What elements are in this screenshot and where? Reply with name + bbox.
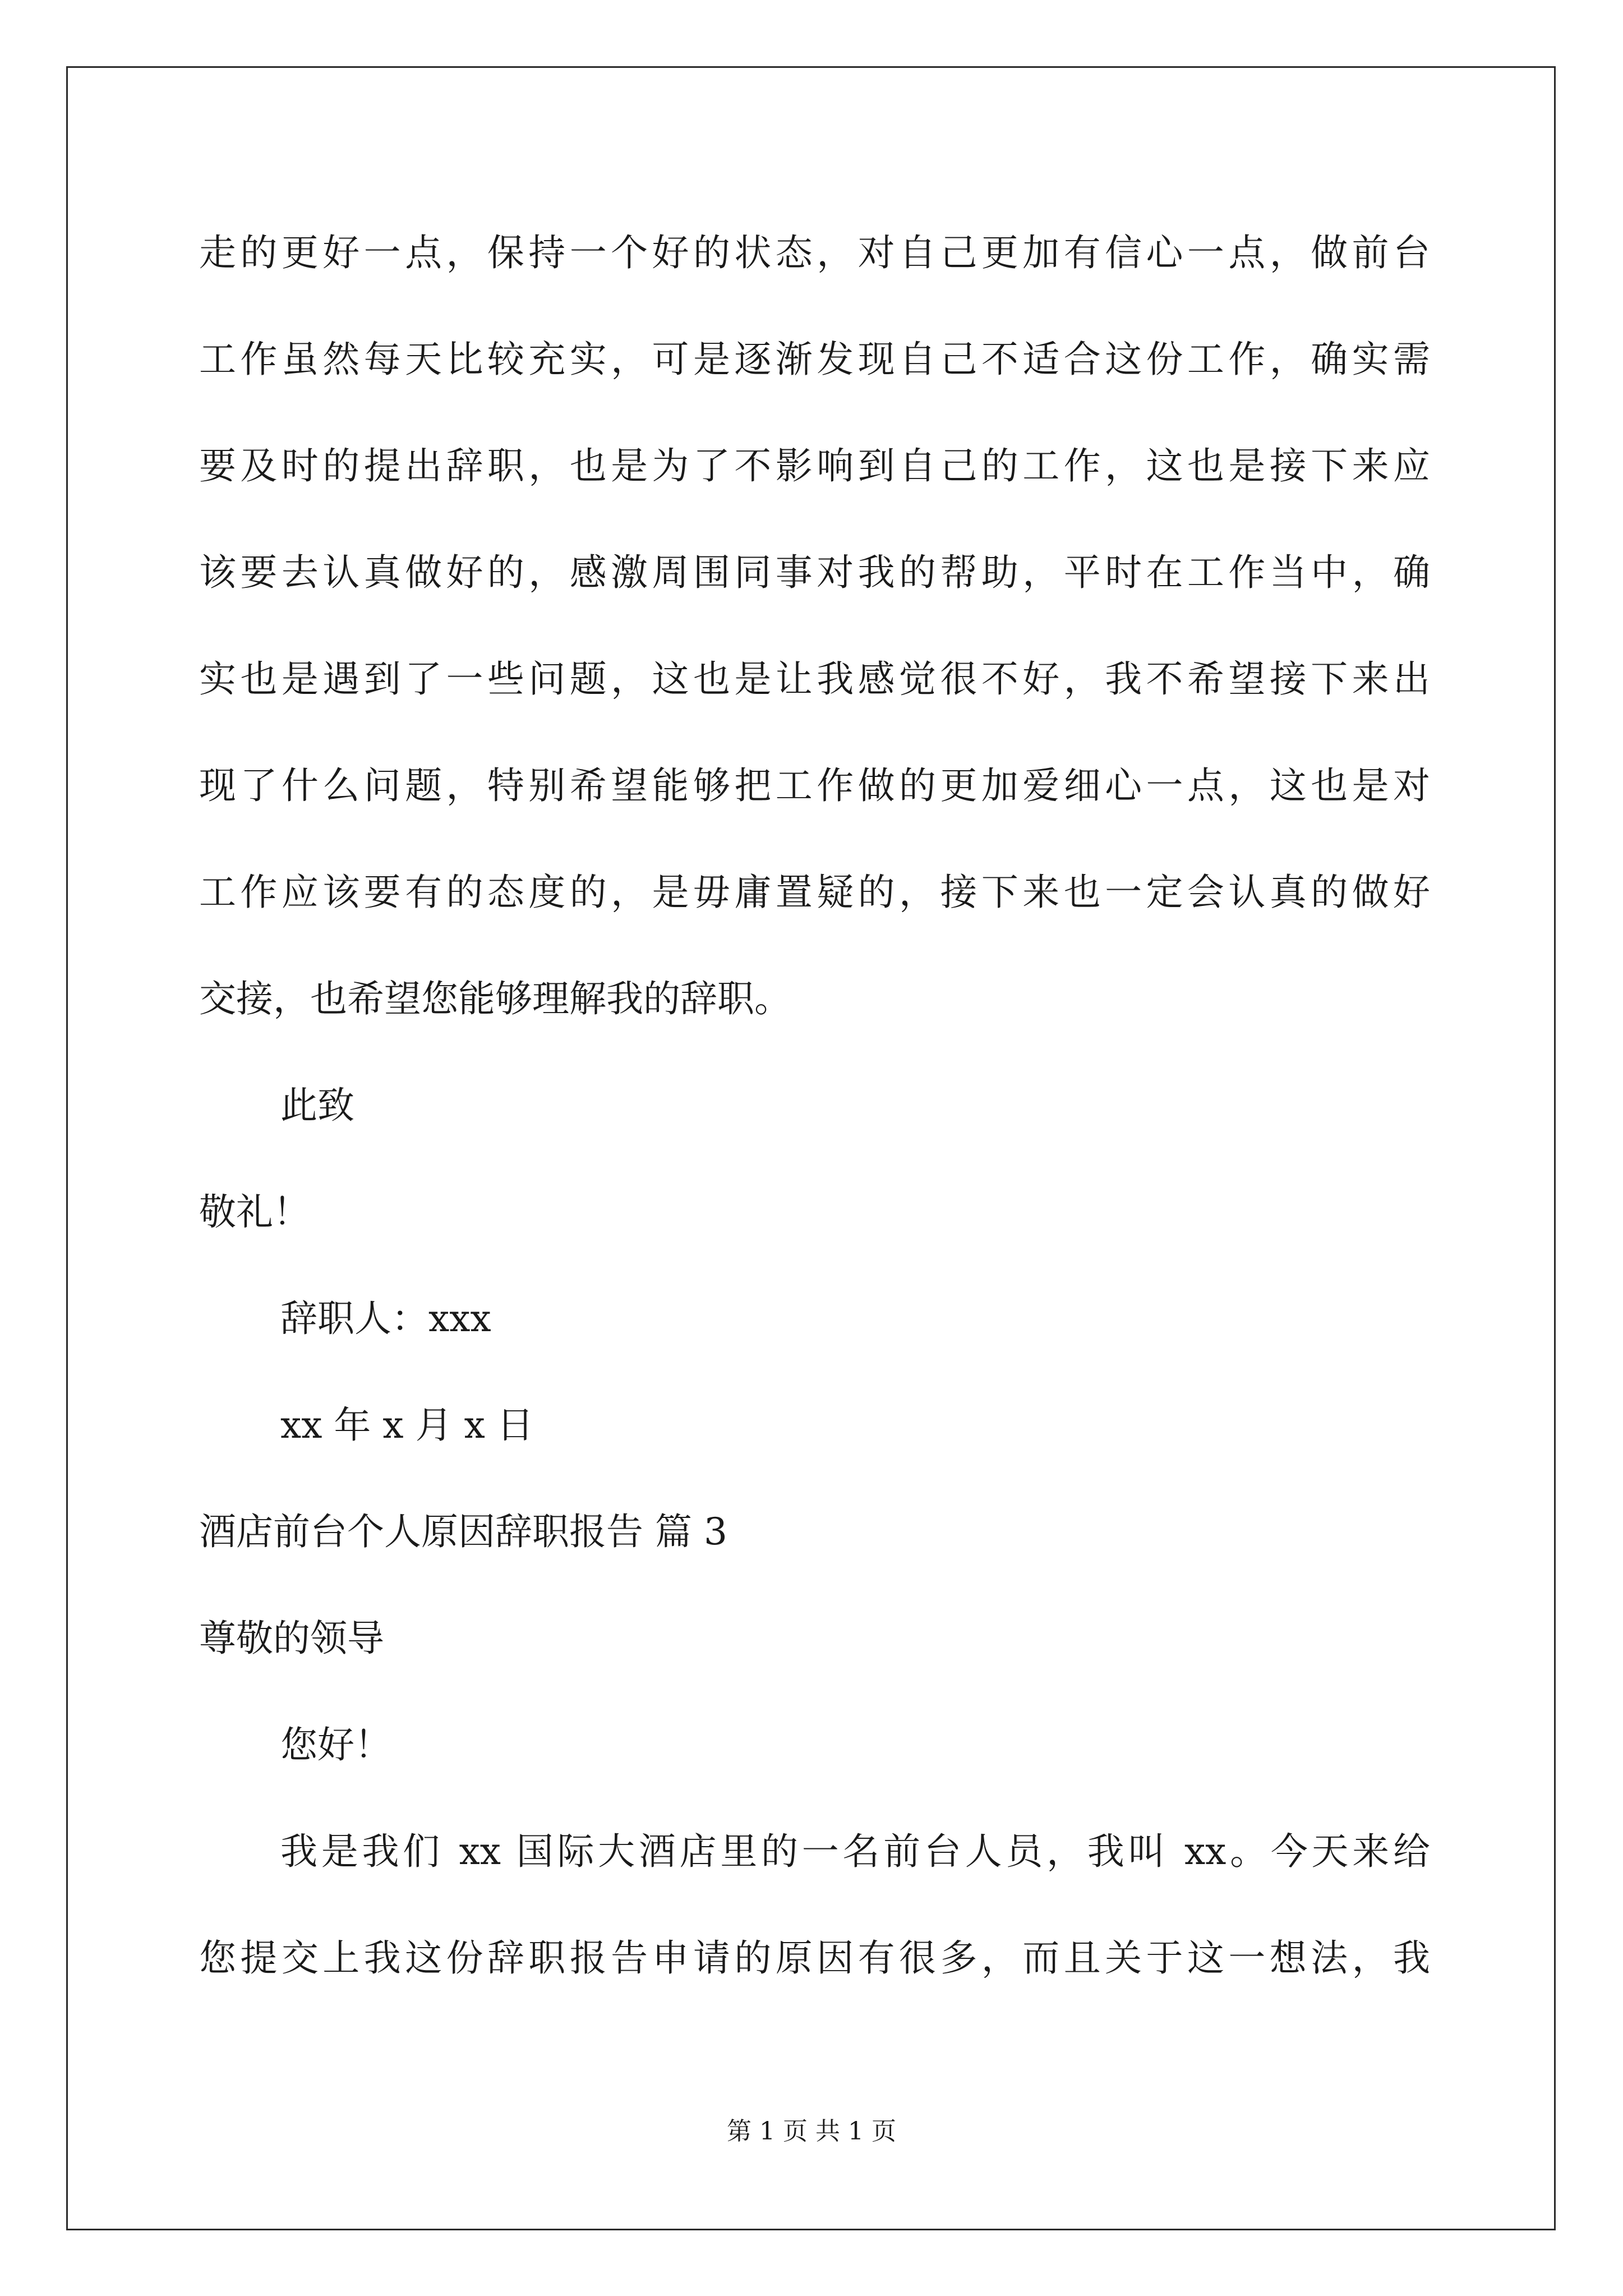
page-border <box>66 66 1556 2230</box>
page-number-footer: 第 1 页 共 1 页 <box>727 2117 896 2146</box>
paragraph-line: 实也是遇到了一些问题，这也是让我感觉很不好，我不希望接下来出 <box>199 657 1430 701</box>
signer: 辞职人：xxx <box>280 1297 491 1340</box>
paragraph-line: 我是我们 xx 国际大酒店里的一名前台人员，我叫 xx。今天来给 <box>280 1830 1430 1873</box>
closing-phrase: 此致 <box>280 1084 354 1127</box>
paragraph-line: 走的更好一点，保持一个好的状态，对自己更加有信心一点，做前台 <box>199 231 1430 274</box>
paragraph-line: 要及时的提出辞职，也是为了不影响到自己的工作，这也是接下来应 <box>199 444 1430 487</box>
paragraph-line: 交接，也希望您能够理解我的辞职。 <box>199 977 791 1020</box>
paragraph-line: 工作应该要有的态度的，是毋庸置疑的，接下来也一定会认真的做好 <box>199 871 1430 914</box>
paragraph-line: 现了什么问题，特别希望能够把工作做的更加爱细心一点，这也是对 <box>199 764 1430 807</box>
date: xx 年 x 月 x 日 <box>280 1404 534 1447</box>
greeting: 您好！ <box>280 1723 391 1766</box>
salutation: 敬礼！ <box>199 1190 310 1234</box>
paragraph-line: 工作虽然每天比较充实，可是逐渐发现自己不适合这份工作，确实需 <box>199 338 1430 381</box>
paragraph-line: 该要去认真做好的，感激周围同事对我的帮助，平时在工作当中，确 <box>199 551 1430 594</box>
recipient: 尊敬的领导 <box>199 1617 384 1660</box>
section-title: 酒店前台个人原因辞职报告 篇 3 <box>199 1510 727 1553</box>
paragraph-line: 您提交上我这份辞职报告申请的原因有很多，而且关于这一想法，我 <box>199 1936 1430 1980</box>
